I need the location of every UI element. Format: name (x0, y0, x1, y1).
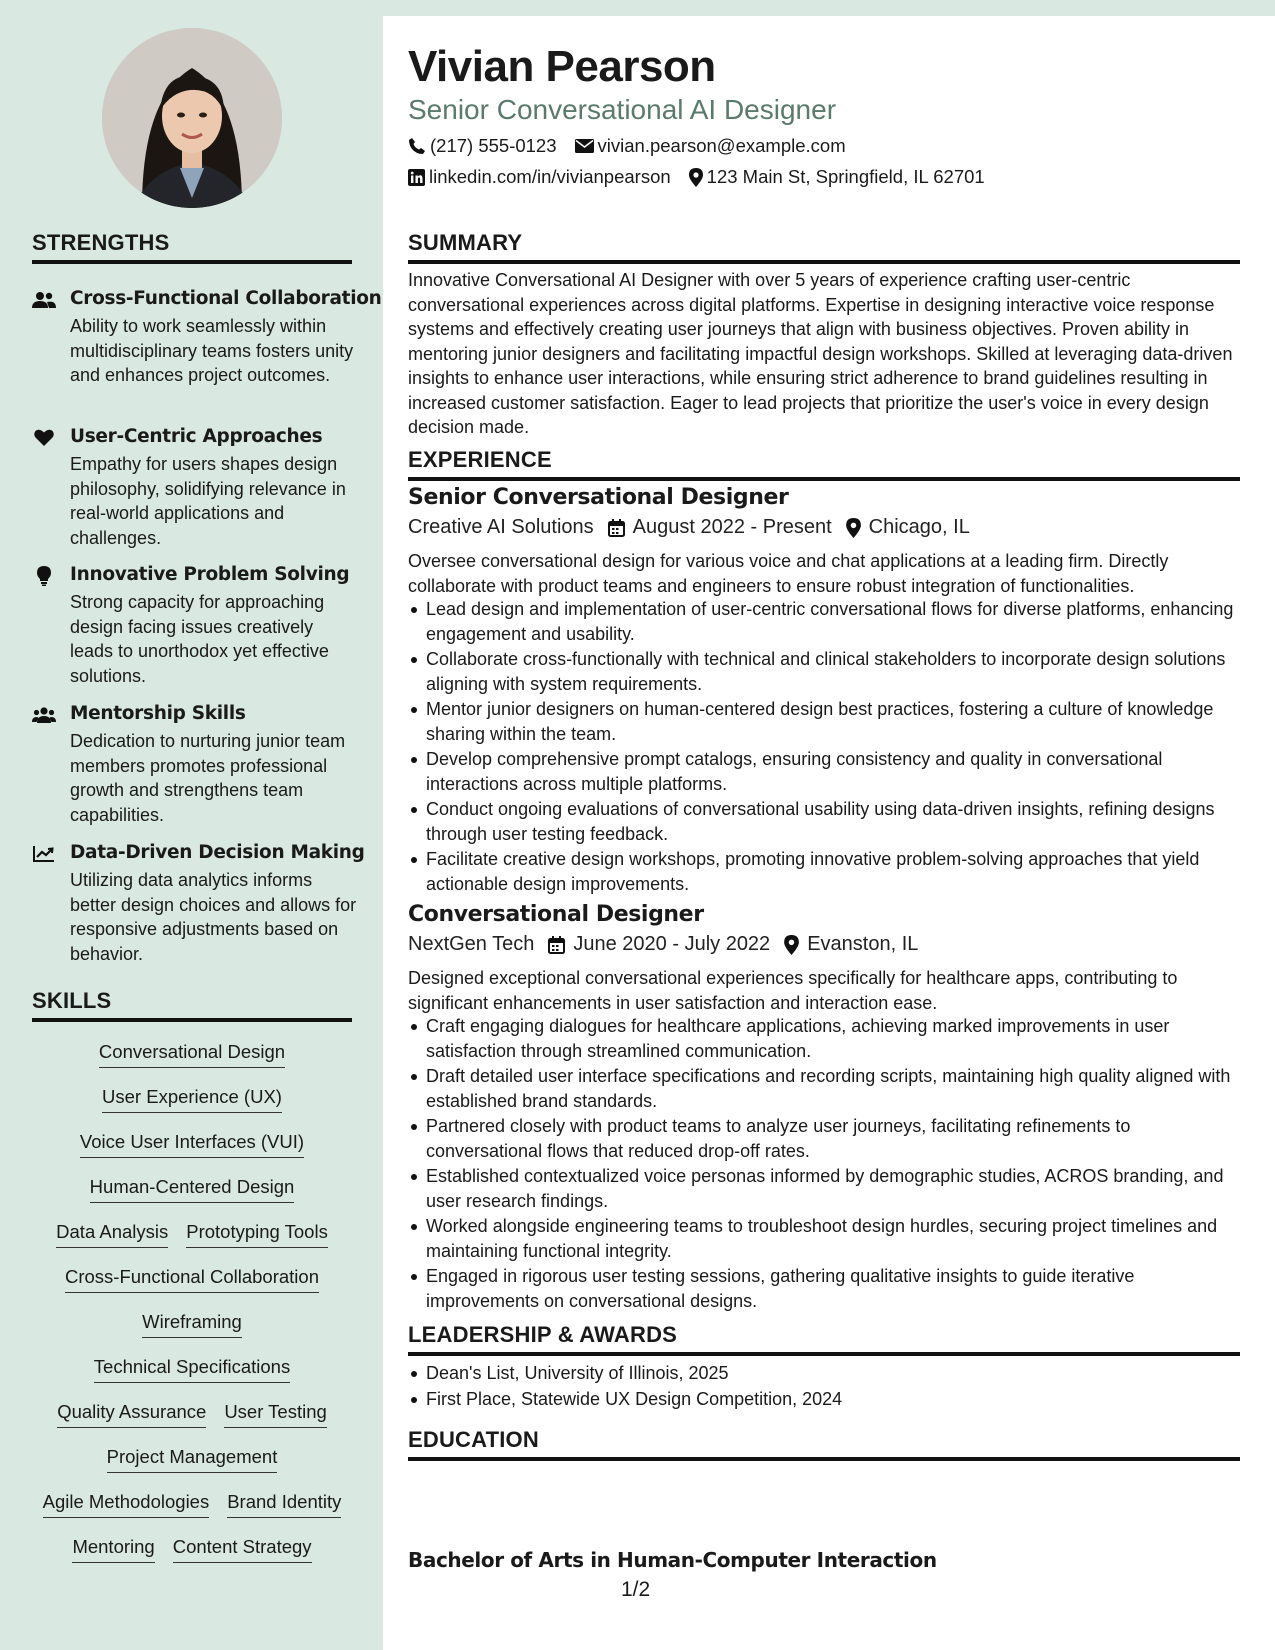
job-title: Conversational Designer (408, 902, 704, 927)
chart-line-icon (32, 844, 56, 864)
skill-tag: Project Management (107, 1445, 278, 1473)
strength-title: Mentorship Skills (70, 703, 246, 724)
awards-list (408, 1361, 1240, 1412)
summary-text: Innovative Conversational AI Designer with over 5 years of experience crafting user-centric conversational experiences across digital platforms. Expertise in designing interactive voice response systems and effectively creating user journeys that align with business objectives. Proven ability in mentoring junior designers and facilitating impactful design workshops. Skilled at leveraging data-driven insights to enhance user interactions, while ensuring strict adherence to brand guidelines resulting in increased customer satisfaction. Eager to lead projects that prioritize the user's voice in every design decision made. (408, 270, 1233, 437)
awards-heading: LEADERSHIP & AWARDS (408, 1322, 1240, 1356)
linkedin-text[interactable]: linkedin.com/in/vivianpearson (429, 166, 671, 187)
phone-text: (217) 555-0123 (430, 135, 557, 156)
job-bullets (408, 597, 1240, 897)
strength-desc: Utilizing data analytics informs better design choices and allows for responsive adjustments based on behavior. (70, 870, 357, 964)
skill-tag: Technical Specifications (94, 1355, 290, 1383)
strength-title: Cross-Functional Collaboration (70, 288, 382, 309)
skill-row (32, 1265, 352, 1310)
skill-row (32, 1400, 352, 1445)
skill-tag: Wireframing (142, 1310, 242, 1338)
list-item: Collaborate cross-functionally with technical and clinical stakeholders to incorporate design solutions aligning with system requirements. (408, 647, 1240, 696)
main-content (383, 16, 1275, 1650)
job-description: Oversee conversational design for various voice and chat applications at a leading firm. Directly collaborate with product teams and engineers to ensure robust integration of functionalities. (408, 551, 1169, 596)
skill-tag: Data Analysis (56, 1220, 168, 1248)
experience-heading: EXPERIENCE (408, 447, 1240, 481)
list-item: Conduct ongoing evaluations of conversational usability using data-driven insights, refining designs through user testing feedback. (408, 797, 1240, 846)
list-item: First Place, Statewide UX Design Competition, 2024 (408, 1387, 1240, 1412)
strength-title: Innovative Problem Solving (70, 564, 350, 585)
calendar-icon (608, 519, 625, 537)
job-location: Evanston, IL (807, 933, 919, 955)
page-number: 1/2 (621, 1578, 651, 1601)
skill-row (32, 1130, 352, 1175)
list-item: Facilitate creative design workshops, promoting innovative problem-solving approaches that yield actionable design improvements. (408, 847, 1240, 896)
strength-desc: Empathy for users shapes design philosophy, solidifying relevance in real-world applications and challenges. (70, 454, 346, 548)
job-company: NextGen Tech (408, 933, 535, 955)
calendar-icon (548, 936, 565, 954)
skill-row (32, 1310, 352, 1355)
strength-desc: Dedication to nurturing junior team members promotes professional growth and strengthens team capabilities. (70, 731, 346, 825)
users-icon (32, 290, 56, 310)
skill-tag: Brand Identity (227, 1490, 341, 1518)
skill-row (32, 1040, 352, 1085)
skills-list (32, 1040, 352, 1580)
skill-row (32, 1220, 352, 1265)
list-item: Dean's List, University of Illinois, 2025 (408, 1361, 1240, 1386)
heart-icon (32, 428, 56, 448)
education-heading: EDUCATION (408, 1427, 1240, 1461)
job-dates: June 2020 - July 2022 (573, 933, 771, 955)
strength-desc: Strong capacity for approaching design facing issues creatively leads to unorthodox yet effective solutions. (70, 592, 329, 686)
candidate-title: Senior Conversational AI Designer (408, 94, 837, 125)
skill-tag: Prototyping Tools (186, 1220, 328, 1248)
skill-row (32, 1085, 352, 1130)
skill-tag: Quality Assurance (57, 1400, 206, 1428)
list-item: Draft detailed user interface specifications and recording scripts, maintaining high quality aligned with established brand standards. (408, 1064, 1240, 1113)
skill-row (32, 1355, 352, 1400)
skill-tag: Mentoring (72, 1535, 154, 1563)
list-item: Lead design and implementation of user-centric conversational flows for diverse platforms, enhancing engagement and usability. (408, 597, 1240, 646)
contact-row (408, 166, 985, 188)
strength-title: Data-Driven Decision Making (70, 842, 365, 863)
strength-title: User-Centric Approaches (70, 426, 323, 447)
list-item: Craft engaging dialogues for healthcare applications, achieving marked improvements in user satisfaction through streamlined communication. (408, 1014, 1240, 1063)
skill-row (32, 1535, 352, 1580)
job-location: Chicago, IL (868, 516, 970, 538)
profile-photo (102, 28, 282, 208)
list-item: Established contextualized voice personas informed by demographic studies, ACROS branding, and user research findings. (408, 1164, 1240, 1213)
email-text[interactable]: vivian.pearson@example.com (597, 135, 846, 156)
avatar (102, 28, 282, 208)
sidebar (0, 0, 383, 1650)
skills-heading: SKILLS (32, 988, 352, 1022)
list-item: Partnered closely with product teams to analyze user journeys, facilitating refinements to conversational flows that reduced drop-off rates. (408, 1114, 1240, 1163)
location-icon (846, 518, 861, 538)
skill-tag: User Testing (224, 1400, 326, 1428)
job-bullets (408, 1014, 1240, 1314)
education-degree: Bachelor of Arts in Human-Computer Interaction (408, 1548, 937, 1572)
job-meta (408, 933, 918, 956)
list-item: Develop comprehensive prompt catalogs, ensuring consistency and quality in conversational interactions across multiple platforms. (408, 747, 1240, 796)
strength-desc: Ability to work seamlessly within multidisciplinary teams fosters unity and enhances project outcomes. (70, 316, 354, 385)
contact-row (408, 135, 846, 157)
phone-icon (408, 137, 426, 155)
job-dates: August 2022 - Present (632, 516, 832, 538)
location-icon (784, 935, 799, 955)
list-item: Engaged in rigorous user testing sessions, gathering qualitative insights to guide iterative improvements on conversational designs. (408, 1264, 1240, 1313)
skill-tag: Human-Centered Design (90, 1175, 295, 1203)
skill-row (32, 1445, 352, 1490)
linkedin-icon (408, 169, 425, 186)
job-company: Creative AI Solutions (408, 516, 594, 538)
job-description: Designed exceptional conversational experiences specifically for healthcare apps, contributing to significant enhancements in user satisfaction and interaction ease. (408, 968, 1178, 1013)
skill-row (32, 1175, 352, 1220)
summary-heading: SUMMARY (408, 230, 1240, 264)
skill-tag: Content Strategy (173, 1535, 312, 1563)
list-item: Worked alongside engineering teams to troubleshoot design hurdles, securing project timelines and maintaining functional integrity. (408, 1214, 1240, 1263)
email-icon (575, 139, 594, 153)
skill-tag: Conversational Design (99, 1040, 285, 1068)
job-title: Senior Conversational Designer (408, 485, 789, 510)
lightbulb-icon (32, 566, 56, 586)
location-icon (689, 168, 703, 187)
candidate-name: Vivian Pearson (408, 42, 716, 91)
skill-tag: Voice User Interfaces (VUI) (80, 1130, 304, 1158)
skill-tag: Agile Methodologies (43, 1490, 210, 1518)
skill-row (32, 1490, 352, 1535)
address-text: 123 Main St, Springfield, IL 62701 (706, 166, 985, 187)
strengths-heading: STRENGTHS (32, 230, 352, 264)
list-item: Mentor junior designers on human-centered design best practices, fostering a culture of knowledge sharing within the team. (408, 697, 1240, 746)
group-icon (32, 705, 56, 725)
skill-tag: User Experience (UX) (102, 1085, 282, 1113)
job-meta (408, 516, 970, 539)
skill-tag: Cross-Functional Collaboration (65, 1265, 319, 1293)
